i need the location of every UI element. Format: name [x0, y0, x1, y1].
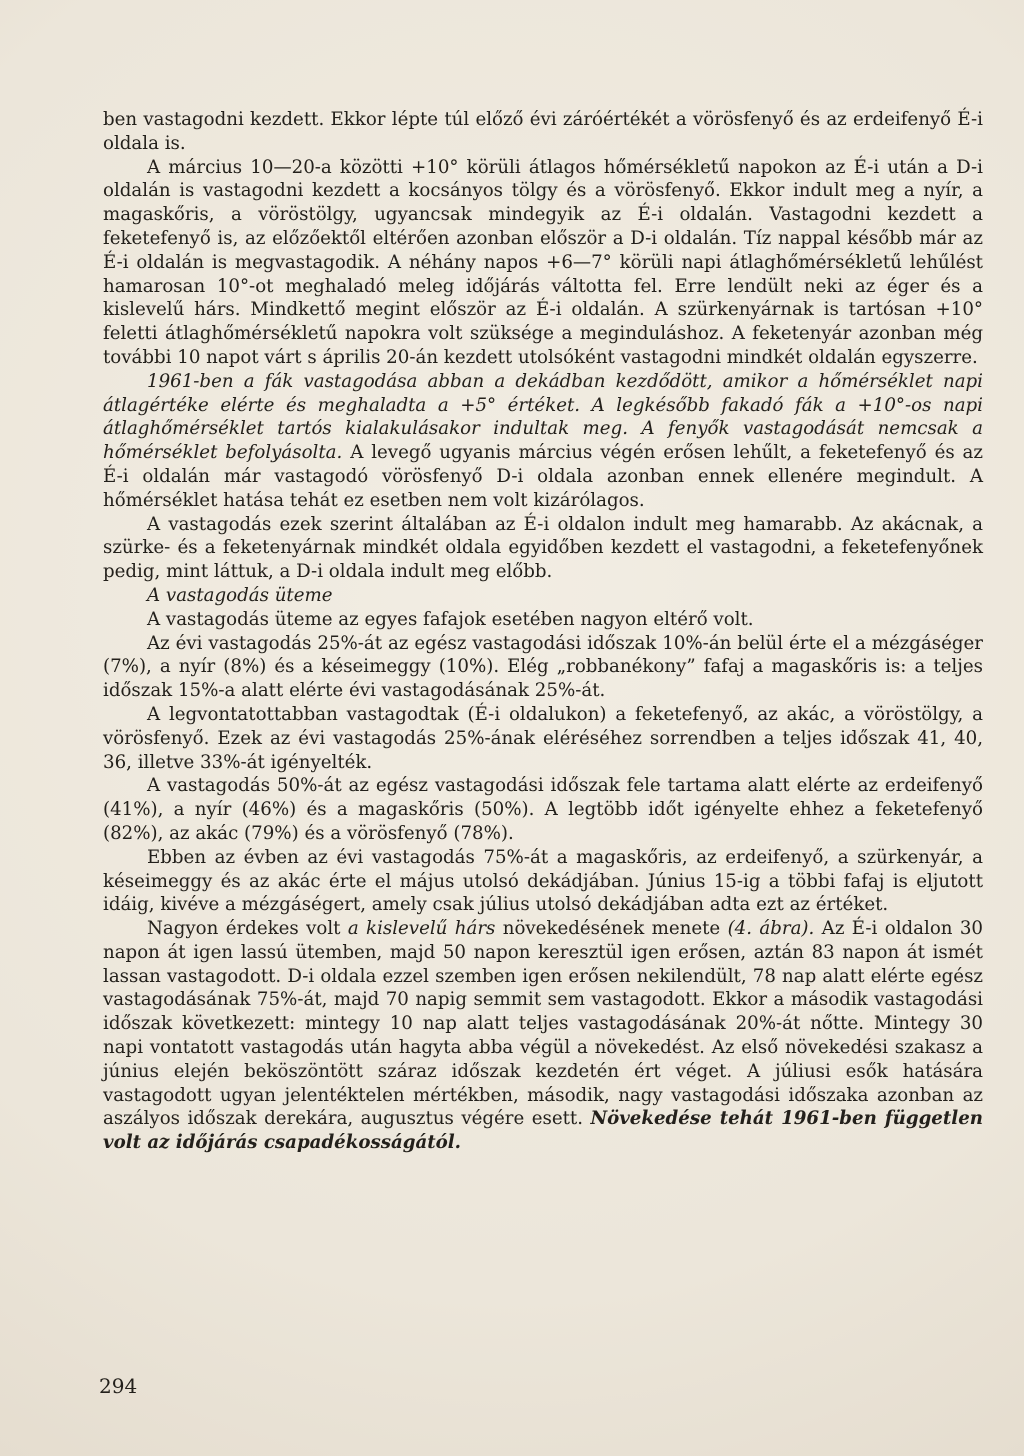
section-heading — [103, 584, 983, 608]
text-segment: 1961-ben a fák vastagodása abban a dekádban kezdődött, amikor a hőmérséklet napi átlagértéke elérte és meghaladta a +5° értéket. A legkésőbb fakadó fák a +10°-os napi átlaghőmérséklet tartós kialakulásakor indultak meg. A fenyők vastagodását nemcsak a hőmérséklet befolyásolta. — [103, 370, 983, 464]
paragraph — [103, 917, 983, 1155]
paragraph — [103, 774, 983, 845]
text-segment: A vastagodás 50%-át az egész vastagodási időszak fele tartama alatt elérte az erdeifenyő (41%), a nyír (46%) és a magaskőris (50%). A legtöbb időt igényelte ehhez a feketefenyő (82%), az akác (79%) és a vörösfenyő (78%). — [103, 775, 983, 844]
text-segment: A vastagodás üteme az egyes fafajok esetében nagyon eltérő volt. — [147, 608, 754, 630]
text-segment: Az É-i oldalon 30 napon át igen lassú ütemben, majd 50 napon keresztül igen erősen, aztán 83 napon át ismét lassan vastagodott. D-i oldala ezzel szemben igen erősen nekilendült, 78 nap alatt elérte egész vastagodásának 75%-át, majd 70 napig semmit sem vastagodott. Ekkor a második vastagodási időszak következett: mintegy 10 nap alatt teljes vastagodásának 20%-át nőtte. Mintegy 30 napi vontatott vastagodás után hagyta abba végül a növekedést. Az első növekedési szakasz a június elején beköszöntött száraz időszak kezdetén ért véget. A júliusi esők hatására vastagodott ugyan jelentéktelen mértékben, második, nagy vastagodási időszaka azonban az aszályos időszak derekára, augusztus végére esett. — [103, 918, 984, 1130]
paragraph — [103, 608, 983, 632]
text-segment: A levegő ugyanis március végén erősen lehűlt, a feketefenyő és az É-i oldalán már vastagodó vörösfenyő D-i oldala azonban ennek ellenére megindult. A hőmérséklet hatása tehát ez esetben nem volt kizárólagos. — [103, 442, 983, 511]
paragraph — [103, 632, 983, 703]
body-text — [103, 108, 983, 1155]
page-number: 294 — [99, 1374, 138, 1398]
text-segment: Ebben az évben az évi vastagodás 75%-át a magaskőris, az erdeifenyő, a szürkenyár, a késeimeggy és az akác érte el május utolsó dekádjában. Június 15-ig a többi fafaj is eljutott idáig, kivéve a mézgáségert, amely csak július utolsó dekádjában adta ezt az értéket. — [103, 846, 983, 916]
text-segment: (4. ábra). — [727, 918, 815, 940]
text-segment: Növekedése tehát 1961-ben független volt az időjárás csapadékosságától. — [103, 1108, 983, 1154]
text-segment: növekedésének menete — [495, 918, 728, 940]
text-segment: a kislevelű hárs — [347, 918, 496, 940]
text-segment: Az évi vastagodás 25%-át az egész vastagodási időszak 10%-án belül érte el a mézgáséger (7%), a nyír (8%) és a késeimeggy (10%). Elég „robbanékony” fafaj a magaskőris is: a teljes időszak 15%-a alatt elérte évi vastagodásának 25%-át. — [103, 632, 983, 702]
paragraph — [103, 703, 983, 774]
text-segment: A legvontatottabban vastagodtak (É-i oldalukon) a feketefenyő, az akác, a vöröstölgy, a vörösfenyő. Ezek az évi vastagodás 25%-ának eléréséhez sorrendben a teljes időszak 41, 40, 36, illetve 33%-át igényelték. — [103, 703, 983, 773]
text-segment: A vastagodás ezek szerint általában az É-i oldalon indult meg hamarabb. Az akácnak, a szürke- és a feketenyárnak mindkét oldala egyidőben kezdett el vastagodni, a feketefenyőnek pedig, mint láttuk, a D-i oldala indult meg előbb. — [103, 513, 983, 583]
paragraph — [103, 108, 983, 156]
paragraph — [103, 513, 983, 584]
paragraph — [103, 370, 983, 513]
text-segment: ben vastagodni kezdett. Ekkor lépte túl előző évi záróértékét a vörösfenyő és az erdeifenyő É-i oldala is. — [103, 109, 983, 154]
text-segment: Nagyon érdekes volt — [147, 918, 348, 940]
text-segment: A vastagodás üteme — [147, 584, 333, 606]
paragraph — [103, 156, 983, 370]
paragraph — [103, 846, 983, 917]
text-segment: A március 10—20-a közötti +10° körüli átlagos hőmérsékletű napokon az É-i után a D-i oldalán is vastagodni kezdett a kocsányos tölgy és a vörösfenyő. Ekkor indult meg a nyír, a magaskőris, a vöröstölgy, ugyancsak mindegyik az É-i oldalán. Vastagodni kezdett a feketefenyő is, az előzőektől eltérően azonban először a D-i oldalán. Tíz nappal később már az É-i oldalán is megvastagodik. A néhány napos +6—7° körüli napi átlaghőmérsékletű lehűlést hamarosan 10°-ot meghaladó meleg időjárás váltotta fel. Erre lendült neki az éger és a kislevelű hárs. Mindkettő megint először az É-i oldalán. A szürkenyárnak is tartósan +10° feletti átlaghőmérsékletű napokra volt szüksége a meginduláshoz. A feketenyár azonban még további 10 napot várt s április 20-án kezdett utolsóként vastagodni mindkét oldalán egyszerre. — [103, 156, 983, 368]
